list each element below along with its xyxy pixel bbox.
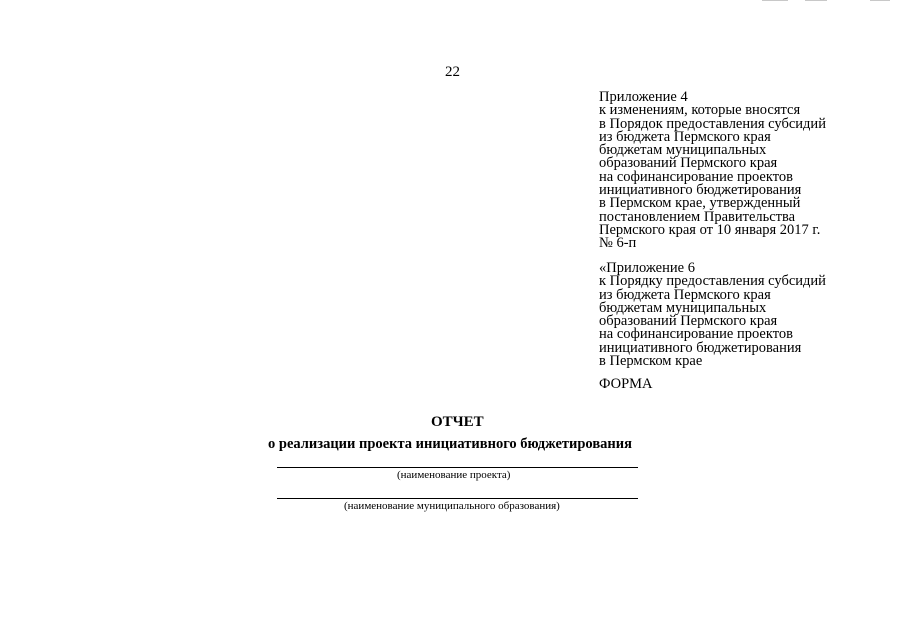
- appendix-line: образований Пермского края: [599, 155, 778, 172]
- appendix-order-block: [599, 262, 826, 368]
- scan-artifact: [762, 0, 788, 1]
- appendix-line: из бюджета Пермского края: [599, 128, 771, 145]
- appendix-line: № 6-п: [599, 235, 637, 252]
- appendix-line: бюджетам муниципальных: [599, 299, 767, 316]
- project-name-caption: (наименование проекта): [397, 469, 511, 481]
- appendix-line: постановлением Правительства: [599, 208, 796, 225]
- appendix-line: в Пермском крае: [599, 353, 703, 370]
- appendix-line: на софинансирование проектов: [599, 326, 793, 343]
- appendix-line: в Пермском крае, утвержденный: [599, 195, 801, 212]
- appendix-line: к Порядку предоставления субсидий: [599, 273, 826, 290]
- appendix-line: инициативного бюджетирования: [599, 182, 802, 199]
- scan-artifact: [805, 0, 827, 1]
- appendix-line: Приложение 4: [599, 89, 688, 105]
- appendix-line: инициативного бюджетирования: [599, 339, 802, 356]
- form-label: ФОРМА: [599, 376, 653, 392]
- appendix-line: на софинансирование проектов: [599, 168, 793, 185]
- scan-artifact: [870, 0, 890, 1]
- appendix-amendment-block: [599, 91, 826, 251]
- appendix-line: из бюджета Пермского края: [599, 286, 771, 303]
- report-title: ОТЧЕТ: [431, 414, 484, 430]
- report-subtitle: о реализации проекта инициативного бюджетирования: [268, 436, 632, 452]
- page-number: 22: [445, 64, 460, 80]
- appendix-line: в Порядок предоставления субсидий: [599, 115, 826, 132]
- appendix-line: «Приложение 6: [599, 260, 695, 276]
- municipality-name-field-line: [277, 498, 638, 499]
- project-name-field-line: [277, 467, 638, 468]
- municipality-name-caption: (наименование муниципального образования): [344, 500, 560, 512]
- appendix-line: бюджетам муниципальных: [599, 142, 767, 159]
- appendix-line: Пермского края от 10 января 2017 г.: [599, 221, 821, 238]
- appendix-line: образований Пермского края: [599, 313, 778, 330]
- appendix-line: к изменениям, которые вносятся: [599, 102, 801, 119]
